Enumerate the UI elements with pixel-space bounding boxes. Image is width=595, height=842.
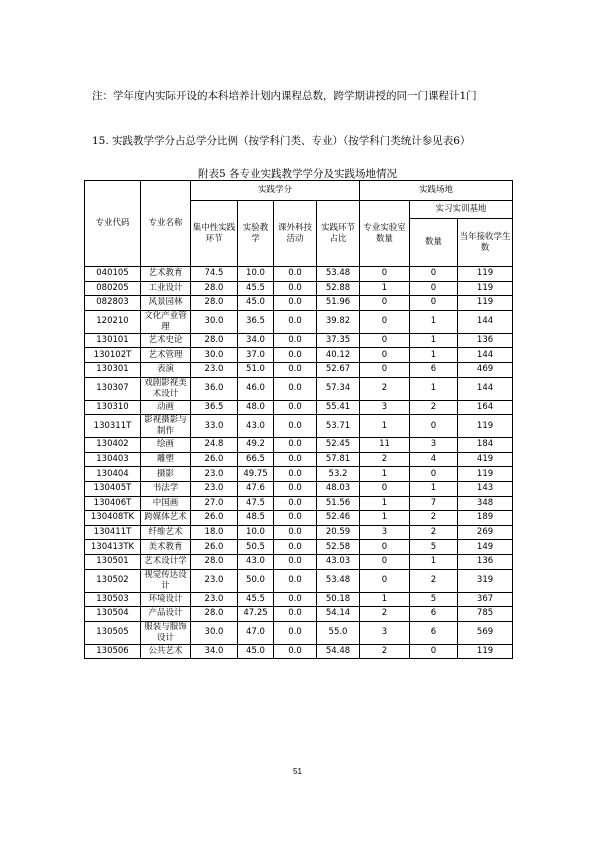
cell-students: 144: [458, 377, 513, 400]
cell-concentrated: 26.0: [191, 452, 238, 467]
cell-code: 130403: [85, 452, 141, 467]
cell-lab-rooms: 1: [360, 592, 410, 607]
cell-base-count: 2: [410, 525, 458, 540]
header-students: 当年接收学生数: [458, 219, 513, 267]
cell-extracurricular: 0.0: [274, 554, 317, 569]
cell-name: 视觉传达设计: [141, 569, 191, 592]
cell-extracurricular: 0.0: [274, 525, 317, 540]
cell-students: 149: [458, 540, 513, 555]
cell-lab-rooms: 0: [360, 569, 410, 592]
cell-concentrated: 26.0: [191, 511, 238, 526]
cell-concentrated: 30.0: [191, 621, 238, 644]
cell-extracurricular: 0.0: [274, 296, 317, 311]
cell-ratio: 53.71: [317, 415, 360, 438]
cell-ratio: 53.48: [317, 267, 360, 282]
cell-experiment: 47.25: [238, 607, 274, 622]
cell-code: 130310: [85, 400, 141, 415]
cell-concentrated: 36.5: [191, 400, 238, 415]
cell-ratio: 55.0: [317, 621, 360, 644]
table-row: [85, 525, 513, 540]
cell-extracurricular: 0.0: [274, 281, 317, 296]
cell-code: 082803: [85, 296, 141, 311]
table-row: [85, 400, 513, 415]
cell-code: 130311T: [85, 415, 141, 438]
cell-experiment: 45.5: [238, 592, 274, 607]
cell-concentrated: 34.0: [191, 644, 238, 659]
cell-extracurricular: 0.0: [274, 400, 317, 415]
cell-name: 产品设计: [141, 607, 191, 622]
cell-ratio: 57.34: [317, 377, 360, 400]
header-name: 专业名称: [141, 181, 191, 267]
cell-extracurricular: 0.0: [274, 644, 317, 659]
cell-concentrated: 23.0: [191, 481, 238, 496]
cell-base-count: 0: [410, 467, 458, 482]
cell-students: 348: [458, 496, 513, 511]
table-row: [85, 452, 513, 467]
cell-name: 摄影: [141, 467, 191, 482]
table-note: 注：学年度内实际开设的本科培养计划内课程总数，跨学期讲授的同一门课程计1门: [92, 90, 477, 102]
header-base-count: 数量: [410, 219, 458, 267]
cell-name: 动画: [141, 400, 191, 415]
cell-students: 164: [458, 400, 513, 415]
cell-extracurricular: 0.0: [274, 415, 317, 438]
cell-experiment: 66.5: [238, 452, 274, 467]
cell-concentrated: 30.0: [191, 310, 238, 333]
cell-extracurricular: 0.0: [274, 362, 317, 377]
cell-code: 130301: [85, 362, 141, 377]
cell-ratio: 57.81: [317, 452, 360, 467]
cell-name: 跨媒体艺术: [141, 511, 191, 526]
cell-name: 美术教育: [141, 540, 191, 555]
cell-name: 风景园林: [141, 296, 191, 311]
cell-base-count: 6: [410, 607, 458, 622]
table-row: [85, 296, 513, 311]
cell-students: 785: [458, 607, 513, 622]
cell-experiment: 45.0: [238, 644, 274, 659]
cell-students: 119: [458, 644, 513, 659]
cell-experiment: 51.0: [238, 362, 274, 377]
cell-name: 中国画: [141, 496, 191, 511]
cell-lab-rooms: 2: [360, 377, 410, 400]
cell-experiment: 49.75: [238, 467, 274, 482]
cell-extracurricular: 0.0: [274, 310, 317, 333]
cell-base-count: 0: [410, 296, 458, 311]
cell-ratio: 52.58: [317, 540, 360, 555]
cell-ratio: 52.45: [317, 438, 360, 453]
cell-concentrated: 28.0: [191, 296, 238, 311]
cell-experiment: 47.5: [238, 496, 274, 511]
cell-name: 绘画: [141, 438, 191, 453]
cell-extracurricular: 0.0: [274, 267, 317, 282]
cell-base-count: 5: [410, 540, 458, 555]
cell-code: 130408TK: [85, 511, 141, 526]
cell-base-count: 0: [410, 267, 458, 282]
cell-concentrated: 27.0: [191, 496, 238, 511]
cell-students: 119: [458, 296, 513, 311]
cell-base-count: 1: [410, 554, 458, 569]
cell-students: 319: [458, 569, 513, 592]
table-row: [85, 438, 513, 453]
cell-concentrated: 36.0: [191, 377, 238, 400]
cell-lab-rooms: 0: [360, 481, 410, 496]
cell-base-count: 6: [410, 621, 458, 644]
cell-students: 367: [458, 592, 513, 607]
cell-concentrated: 23.0: [191, 592, 238, 607]
cell-code: 130505: [85, 621, 141, 644]
table-row: [85, 554, 513, 569]
table-row: [85, 644, 513, 659]
cell-lab-rooms: 1: [360, 281, 410, 296]
header-experiment: 实验教学: [238, 201, 274, 267]
cell-name: 雕塑: [141, 452, 191, 467]
cell-ratio: 48.03: [317, 481, 360, 496]
cell-ratio: 51.96: [317, 296, 360, 311]
cell-students: 144: [458, 310, 513, 333]
cell-lab-rooms: 0: [360, 296, 410, 311]
page-number: 51: [293, 767, 302, 776]
cell-lab-rooms: 3: [360, 621, 410, 644]
table-row: [85, 362, 513, 377]
cell-name: 书法学: [141, 481, 191, 496]
cell-students: 184: [458, 438, 513, 453]
table-row: [85, 592, 513, 607]
table-row: [85, 415, 513, 438]
cell-name: 影视摄影与制作: [141, 415, 191, 438]
cell-experiment: 48.5: [238, 511, 274, 526]
cell-experiment: 47.6: [238, 481, 274, 496]
section-heading: 15. 实践教学学分占总学分比例（按学科门类、专业）（按学科门类统计参见表6）: [92, 135, 471, 147]
table-row: [85, 267, 513, 282]
cell-name: 戏剧影视美术设计: [141, 377, 191, 400]
cell-concentrated: 33.0: [191, 415, 238, 438]
cell-lab-rooms: 2: [360, 452, 410, 467]
cell-extracurricular: 0.0: [274, 481, 317, 496]
table-row: [85, 569, 513, 592]
table-row: [85, 348, 513, 363]
header-practice-venue: 实践场地: [360, 181, 513, 201]
table-row: [85, 540, 513, 555]
cell-code: 120210: [85, 310, 141, 333]
cell-code: 130402: [85, 438, 141, 453]
cell-students: 119: [458, 267, 513, 282]
cell-base-count: 4: [410, 452, 458, 467]
cell-ratio: 54.48: [317, 644, 360, 659]
cell-ratio: 53.2: [317, 467, 360, 482]
cell-students: 569: [458, 621, 513, 644]
table-row: [85, 333, 513, 348]
table-row: [85, 481, 513, 496]
cell-students: 119: [458, 281, 513, 296]
cell-students: 136: [458, 333, 513, 348]
cell-extracurricular: 0.0: [274, 348, 317, 363]
cell-base-count: 1: [410, 481, 458, 496]
cell-lab-rooms: 3: [360, 400, 410, 415]
cell-name: 工业设计: [141, 281, 191, 296]
table-row: [85, 377, 513, 400]
cell-experiment: 49.2: [238, 438, 274, 453]
cell-base-count: 2: [410, 511, 458, 526]
cell-experiment: 10.0: [238, 525, 274, 540]
cell-ratio: 52.67: [317, 362, 360, 377]
table-row: [85, 467, 513, 482]
table-row: [85, 496, 513, 511]
cell-experiment: 45.5: [238, 281, 274, 296]
cell-students: 269: [458, 525, 513, 540]
table-row: [85, 621, 513, 644]
cell-lab-rooms: 0: [360, 554, 410, 569]
cell-code: 130404: [85, 467, 141, 482]
cell-name: 表演: [141, 362, 191, 377]
cell-extracurricular: 0.0: [274, 377, 317, 400]
cell-extracurricular: 0.0: [274, 333, 317, 348]
cell-concentrated: 30.0: [191, 348, 238, 363]
cell-lab-rooms: 0: [360, 333, 410, 348]
cell-name: 艺术史论: [141, 333, 191, 348]
cell-base-count: 3: [410, 438, 458, 453]
cell-experiment: 37.0: [238, 348, 274, 363]
cell-lab-rooms: 0: [360, 540, 410, 555]
cell-base-count: 1: [410, 333, 458, 348]
cell-ratio: 40.12: [317, 348, 360, 363]
cell-concentrated: 28.0: [191, 333, 238, 348]
cell-base-count: 2: [410, 569, 458, 592]
cell-ratio: 50.18: [317, 592, 360, 607]
cell-experiment: 45.0: [238, 296, 274, 311]
cell-students: 119: [458, 415, 513, 438]
cell-lab-rooms: 3: [360, 525, 410, 540]
cell-lab-rooms: 11: [360, 438, 410, 453]
cell-ratio: 37.35: [317, 333, 360, 348]
cell-lab-rooms: 1: [360, 467, 410, 482]
cell-lab-rooms: 0: [360, 348, 410, 363]
header-extracurricular: 课外科技活动: [274, 201, 317, 267]
cell-lab-rooms: 0: [360, 267, 410, 282]
cell-concentrated: 24.8: [191, 438, 238, 453]
cell-name: 公共艺术: [141, 644, 191, 659]
cell-base-count: 0: [410, 415, 458, 438]
cell-concentrated: 23.0: [191, 569, 238, 592]
cell-name: 环境设计: [141, 592, 191, 607]
cell-lab-rooms: 0: [360, 362, 410, 377]
cell-code: 040105: [85, 267, 141, 282]
cell-students: 143: [458, 481, 513, 496]
header-ratio: 实践环节占比: [317, 201, 360, 267]
cell-experiment: 43.0: [238, 554, 274, 569]
cell-extracurricular: 0.0: [274, 569, 317, 592]
cell-experiment: 50.0: [238, 569, 274, 592]
cell-base-count: 1: [410, 310, 458, 333]
cell-base-count: 5: [410, 592, 458, 607]
cell-base-count: 1: [410, 377, 458, 400]
cell-extracurricular: 0.0: [274, 511, 317, 526]
cell-lab-rooms: 1: [360, 496, 410, 511]
header-code: 专业代码: [85, 181, 141, 267]
cell-extracurricular: 0.0: [274, 621, 317, 644]
cell-name: 艺术教育: [141, 267, 191, 282]
cell-extracurricular: 0.0: [274, 607, 317, 622]
cell-lab-rooms: 0: [360, 310, 410, 333]
table-body: [85, 267, 513, 659]
header-practice-credits: 实践学分: [191, 181, 360, 201]
cell-code: 130101: [85, 333, 141, 348]
cell-base-count: 0: [410, 644, 458, 659]
cell-experiment: 48.0: [238, 400, 274, 415]
cell-students: 469: [458, 362, 513, 377]
cell-extracurricular: 0.0: [274, 592, 317, 607]
cell-code: 130503: [85, 592, 141, 607]
cell-extracurricular: 0.0: [274, 438, 317, 453]
cell-code: 080205: [85, 281, 141, 296]
header-training-base: 实习实训基地: [410, 201, 513, 219]
table-row: [85, 310, 513, 333]
cell-concentrated: 28.0: [191, 281, 238, 296]
cell-code: 130502: [85, 569, 141, 592]
practice-credits-table: [84, 180, 513, 659]
cell-ratio: 55.41: [317, 400, 360, 415]
cell-code: 130506: [85, 644, 141, 659]
header-concentrated: 集中性实践环节: [191, 201, 238, 267]
cell-name: 文化产业管理: [141, 310, 191, 333]
cell-experiment: 46.0: [238, 377, 274, 400]
cell-lab-rooms: 1: [360, 415, 410, 438]
cell-code: 130102T: [85, 348, 141, 363]
cell-name: 艺术管理: [141, 348, 191, 363]
cell-extracurricular: 0.0: [274, 467, 317, 482]
cell-extracurricular: 0.0: [274, 452, 317, 467]
cell-base-count: 1: [410, 348, 458, 363]
cell-ratio: 52.88: [317, 281, 360, 296]
cell-concentrated: 28.0: [191, 607, 238, 622]
cell-extracurricular: 0.0: [274, 540, 317, 555]
cell-code: 130405T: [85, 481, 141, 496]
cell-base-count: 6: [410, 362, 458, 377]
cell-students: 119: [458, 467, 513, 482]
cell-concentrated: 23.0: [191, 467, 238, 482]
cell-concentrated: 74.5: [191, 267, 238, 282]
cell-ratio: 51.56: [317, 496, 360, 511]
cell-experiment: 43.0: [238, 415, 274, 438]
cell-name: 纤维艺术: [141, 525, 191, 540]
cell-code: 130307: [85, 377, 141, 400]
cell-experiment: 34.0: [238, 333, 274, 348]
cell-students: 136: [458, 554, 513, 569]
cell-name: 服装与服饰设计: [141, 621, 191, 644]
cell-concentrated: 18.0: [191, 525, 238, 540]
cell-ratio: 39.82: [317, 310, 360, 333]
cell-code: 130504: [85, 607, 141, 622]
cell-experiment: 10.0: [238, 267, 274, 282]
cell-code: 130413TK: [85, 540, 141, 555]
cell-code: 130411T: [85, 525, 141, 540]
cell-students: 144: [458, 348, 513, 363]
cell-ratio: 52.46: [317, 511, 360, 526]
cell-concentrated: 28.0: [191, 554, 238, 569]
cell-code: 130501: [85, 554, 141, 569]
cell-base-count: 2: [410, 400, 458, 415]
cell-experiment: 36.5: [238, 310, 274, 333]
cell-ratio: 54.14: [317, 607, 360, 622]
cell-ratio: 20.59: [317, 525, 360, 540]
cell-code: 130406T: [85, 496, 141, 511]
cell-lab-rooms: 1: [360, 511, 410, 526]
table-caption: 附表5 各专业实践教学学分及实践场地情况: [197, 168, 398, 180]
table-row: [85, 511, 513, 526]
cell-students: 419: [458, 452, 513, 467]
cell-students: 189: [458, 511, 513, 526]
cell-lab-rooms: 2: [360, 607, 410, 622]
cell-name: 艺术设计学: [141, 554, 191, 569]
cell-experiment: 47.0: [238, 621, 274, 644]
table-row: [85, 281, 513, 296]
header-lab-rooms: 专业实验室数量: [360, 201, 410, 267]
cell-extracurricular: 0.0: [274, 496, 317, 511]
cell-ratio: 53.48: [317, 569, 360, 592]
cell-base-count: 0: [410, 281, 458, 296]
cell-base-count: 7: [410, 496, 458, 511]
cell-experiment: 50.5: [238, 540, 274, 555]
cell-ratio: 43.03: [317, 554, 360, 569]
cell-lab-rooms: 2: [360, 644, 410, 659]
table-row: [85, 607, 513, 622]
cell-concentrated: 23.0: [191, 362, 238, 377]
cell-concentrated: 26.0: [191, 540, 238, 555]
